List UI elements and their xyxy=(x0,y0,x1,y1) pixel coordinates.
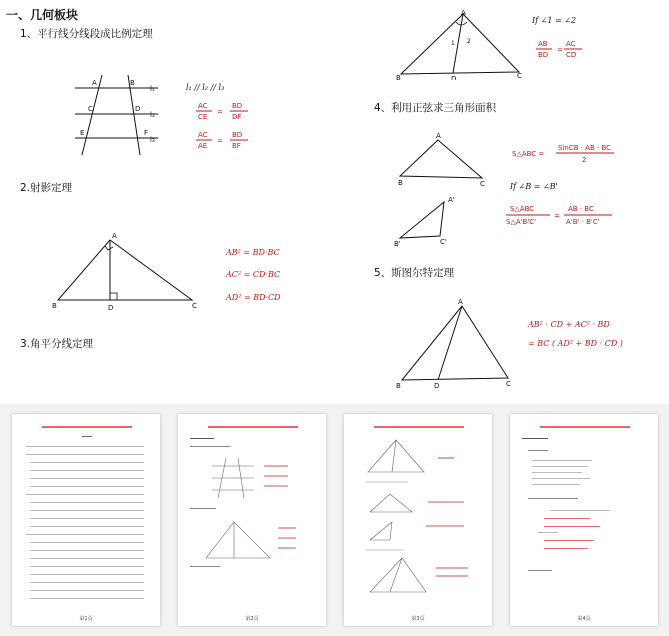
fig3-angle-1: 1 xyxy=(451,40,455,47)
svg-text:BD: BD xyxy=(232,102,243,110)
svg-text:AE: AE xyxy=(198,142,208,150)
fig2-label-c: C xyxy=(192,302,197,310)
fig2-label-b: B xyxy=(52,302,57,310)
page-thumbnail-1[interactable] xyxy=(12,414,160,626)
heading-angle-bisector: 3.角平分线定理 xyxy=(20,338,94,350)
fig1-ratios xyxy=(196,100,256,160)
fig3-label-d: D xyxy=(451,75,457,80)
svg-text:BD: BD xyxy=(232,131,243,139)
svg-text:AC: AC xyxy=(198,131,208,139)
fig3-label-c: C xyxy=(517,72,522,80)
fig4-label-c-prime: C' xyxy=(440,238,447,246)
svg-text:AC: AC xyxy=(566,40,576,48)
fig1-line-l2: l₂ xyxy=(150,111,155,119)
fig2-label-d: D xyxy=(108,304,114,312)
heading-projection: 2.射影定理 xyxy=(20,182,73,194)
section-title: 一、几何板块 xyxy=(6,8,79,22)
fig4-label-a-prime: A' xyxy=(448,196,455,204)
fig4-label-a: A xyxy=(436,132,441,140)
heading-stewart: 5、斯图尔特定理 xyxy=(374,267,455,279)
figure-angle-bisector xyxy=(395,8,525,80)
fig1-label-b: B xyxy=(130,79,135,87)
fig1-line-l3: l₃ xyxy=(150,136,155,144)
fig4-ratio-formula xyxy=(506,202,616,234)
page-thumbnail-2[interactable] xyxy=(178,414,326,626)
svg-text:=: = xyxy=(557,46,563,54)
figure-parallel-lines xyxy=(70,70,170,160)
fig4-area-formula xyxy=(510,142,620,168)
svg-text:2: 2 xyxy=(582,156,587,164)
svg-text:CE: CE xyxy=(198,113,208,121)
page-thumbnail-label: 第1页 xyxy=(79,616,93,622)
heading-sine-area: 4、利用正弦求三角形面积 xyxy=(374,102,497,114)
svg-text:=: = xyxy=(554,212,560,220)
fig1-parallel-statement: l₁ // l₂ // l₃ xyxy=(186,83,225,92)
page-thumbnail-label: 第3页 xyxy=(411,616,425,622)
svg-text:CD: CD xyxy=(566,51,577,59)
figure-stewart xyxy=(394,296,519,391)
fig4-label-b: B xyxy=(398,179,403,187)
svg-text:DF: DF xyxy=(232,113,242,121)
svg-text:AB: AB xyxy=(538,40,548,48)
fig5-label-a: A xyxy=(458,298,463,306)
fig2-eq2: AC² = CD·BC xyxy=(226,270,281,279)
svg-text:BF: BF xyxy=(232,142,241,150)
svg-text:=: = xyxy=(217,108,223,116)
page-thumbnail-4[interactable] xyxy=(510,414,658,626)
fig3-label-a: A xyxy=(461,9,466,17)
fig3-label-b: B xyxy=(396,74,401,80)
svg-text:S△ABC =: S△ABC = xyxy=(512,150,545,158)
fig4-condition: If ∠B = ∠B' xyxy=(510,182,558,191)
fig4-label-c: C xyxy=(480,180,485,188)
svg-text:A'B' · B'C': A'B' · B'C' xyxy=(566,218,600,226)
fig2-eq1: AB² = BD·BC xyxy=(226,248,280,257)
fig3-ratio xyxy=(536,38,596,64)
fig1-label-f: F xyxy=(144,129,149,137)
fig1-label-c: C xyxy=(88,105,93,113)
svg-text:S△ABC: S△ABC xyxy=(510,205,535,213)
fig5-label-b: B xyxy=(396,382,401,390)
page-thumbnail-3[interactable] xyxy=(344,414,492,626)
fig5-line1: AB² · CD + AC² · BD xyxy=(528,320,610,329)
fig1-label-a: A xyxy=(92,79,97,87)
svg-text:AB · BC: AB · BC xyxy=(568,205,594,213)
svg-text:=: = xyxy=(217,137,223,145)
page-thumbnail-label: 第2页 xyxy=(245,616,259,622)
svg-text:S△A'B'C': S△A'B'C' xyxy=(506,218,537,226)
heading-parallel-lines: 1、平行线分线段成比例定理 xyxy=(20,28,153,40)
fig5-line2: = BC ( AD² + BD · CD ) xyxy=(528,339,623,348)
page-thumbnail-gallery xyxy=(0,404,669,636)
fig1-line-l1: l₁ xyxy=(150,85,155,93)
fig5-label-d: D xyxy=(434,382,440,390)
page-thumbnail-label: 第4页 xyxy=(577,616,591,622)
fig5-label-c: C xyxy=(506,380,511,388)
fig2-label-a: A xyxy=(112,232,117,240)
svg-text:BD: BD xyxy=(538,51,549,59)
svg-text:AC: AC xyxy=(198,102,208,110)
fig1-label-d: D xyxy=(135,105,141,113)
fig3-condition: If ∠1 = ∠2 xyxy=(532,16,577,25)
fig3-angle-2: 2 xyxy=(467,38,471,45)
fig1-label-e: E xyxy=(80,129,85,137)
fig2-eq3: AD² = BD·CD xyxy=(226,293,281,302)
figure-projection xyxy=(50,228,210,313)
fig4-label-b-prime: B' xyxy=(394,240,401,248)
figure-sine-area xyxy=(394,130,494,250)
svg-text:SinCB · AB · BC: SinCB · AB · BC xyxy=(558,144,612,152)
